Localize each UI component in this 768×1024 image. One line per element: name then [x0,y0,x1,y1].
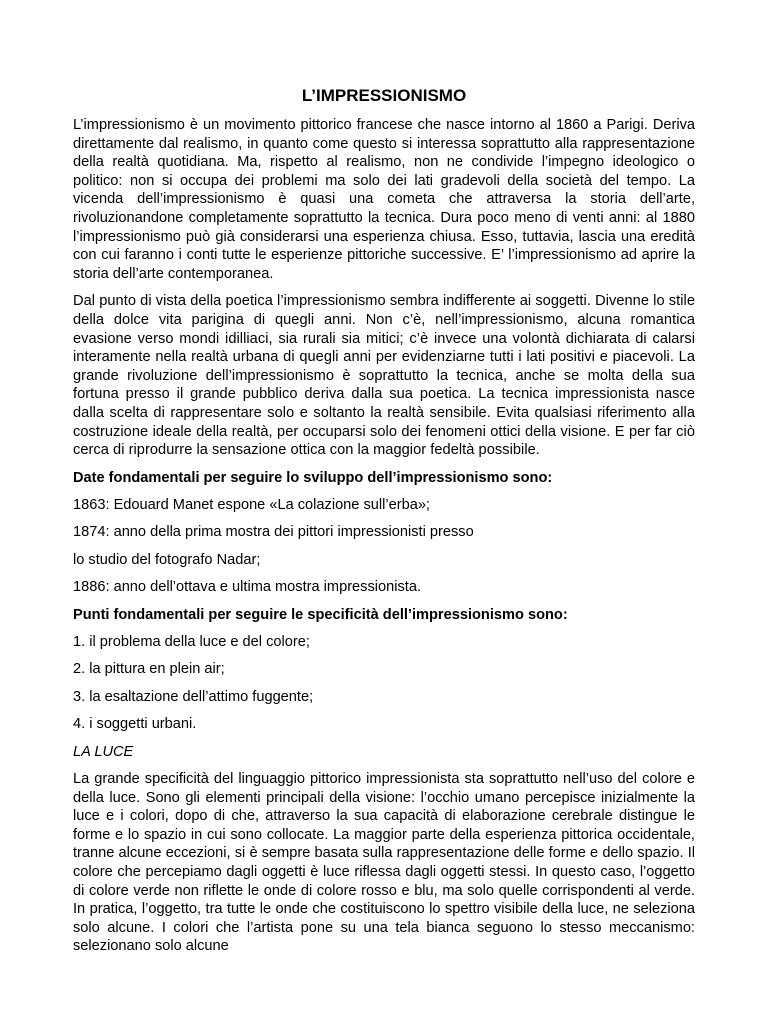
date-item-1863: 1863: Edouard Manet espone «La colazione sull’erba»; [73,497,430,514]
point-item-4: 4. i soggetti urbani. [73,716,197,733]
section-title-la-luce: LA LUCE [73,743,134,760]
intro-paragraph: L’impressionismo è un movimento pittorico francese che nasce intorno al 1860 a Parigi. Deriva direttamente dal realismo, in quanto come questo si interessa soprattutto alla rappresentazione della realtà quotidiana. Ma, rispetto al realismo, non ne condivide l’impegno ideologico o politico: non si occupa dei problemi ma solo dei lati gradevoli della società del tempo. La vicenda dell’impressionismo è quasi una cometa che attraversa la storia dell’arte, rivoluzionandone completamente soprattutto la tecnica. Dura poco meno di venti anni: al 1880 l’impressionismo può già considerarsi una esperienza chiusa. Esso, tuttavia, lascia una eredità con cui faranno i conti tutte le esperienze pittoriche successive. E’ l’impressionismo ad aprire la storia dell’arte contemporanea. [73,117,695,282]
date-item-1886: 1886: anno dell’ottava e ultima mostra impressionista. [73,579,421,596]
poetics-paragraph: Dal punto di vista della poetica l’impressionismo sembra indifferente ai soggetti. Divenne lo stile della dolce vita parigina di quegli anni. Non c’è, nell’impressionismo, alcuna romantica evasione verso mondi idilliaci, sia rurali sia mitici; c’è invece una volontà dichiarata di calarsi interamente nella realtà urbana di quegli anni per evidenziarne tutti i lati positivi e piacevoli. La grande rivoluzione dell’impressionismo è soprattutto la tecnica, anche se molta della sua fortuna presso il grande pubblico deriva dalla sua poetica. La tecnica impressionista nasce dalla scelta di rappresentare solo e soltanto la realtà sensibile. Evita qualsiasi riferimento alla costruzione ideale della realtà, per occuparsi solo dei fenomeni ottici della visione. E per far ciò cerca di riprodurre la sensazione ottica con la maggior fedeltà possibile. [73,293,695,459]
page-title: L’IMPRESSIONISMO [301,86,467,105]
point-item-3: 3. la esaltazione dell’attimo fuggente; [73,688,314,705]
dates-heading: Date fondamentali per seguire lo sviluppo dell’impressionismo sono: [73,469,553,486]
points-heading: Punti fondamentali per seguire le specificità dell’impressionismo sono: [73,606,568,623]
date-item-1874: 1874: anno della prima mostra dei pittori impressionisti presso [73,524,474,541]
point-item-1: 1. il problema della luce e del colore; [73,634,310,651]
document-page [73,84,695,965]
light-paragraph: La grande specificità del linguaggio pittorico impressionista sta soprattutto nell’uso del colore e della luce. Sono gli elementi principali della visione: l’occhio umano percepisce inizialmente la luce e i colori, dopo di che, attraverso la sua capacità di elaborazione cerebrale distingue le forme e lo spazio in cui sono collocate. La maggior parte della esperienza pittorica occidentale, tranne alcune eccezioni, si è sempre basata sulla rappresentazione delle forme e dello spazio. Il colore che percepiamo dagli oggetti è luce riflessa dagli oggetti stessi. In questo caso, l’oggetto di colore verde non riflette le onde di colore rosso e blu, ma solo quelle corrispondenti al verde. In pratica, l’oggetto, tra tutte le onde che costituiscono lo spettro visibile della luce, ne seleziona solo alcune. I colori che l’artista pone su una tela bianca seguono lo stesso meccanismo: selezionano solo alcune [73,770,695,955]
point-item-2: 2. la pittura en plein air; [73,661,225,678]
date-item-1874-continued: lo studio del fotografo Nadar; [73,551,261,568]
